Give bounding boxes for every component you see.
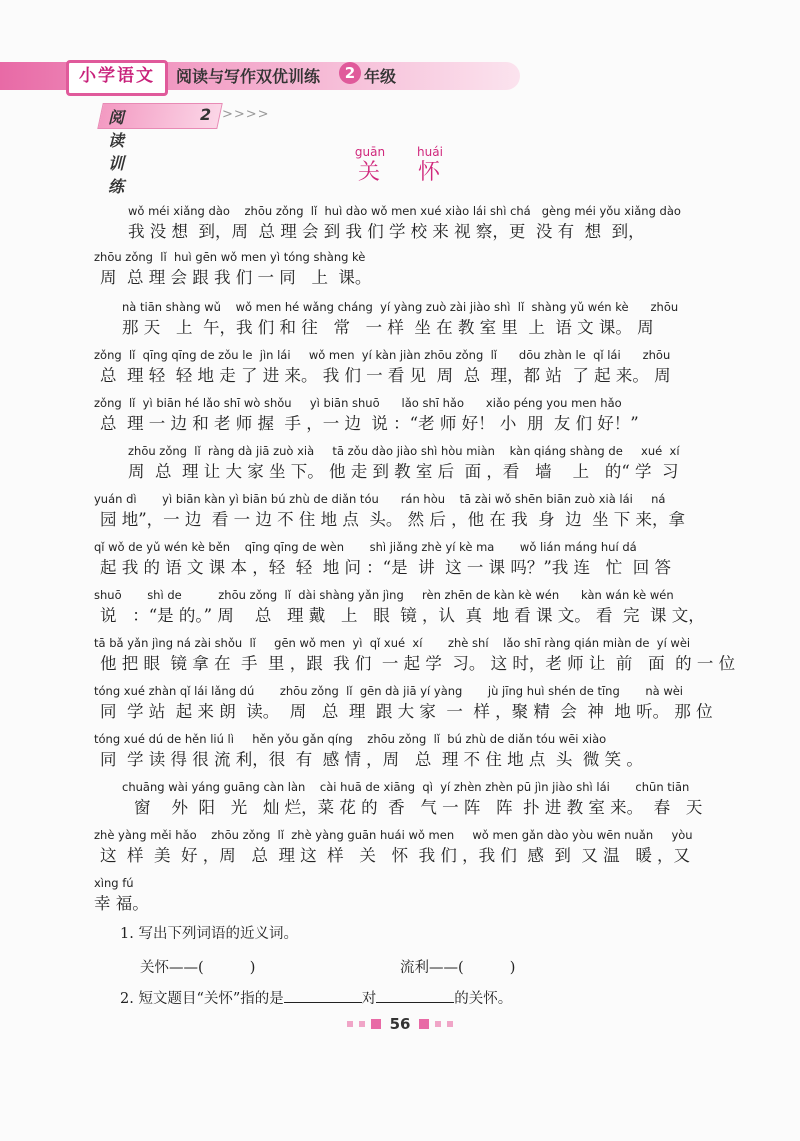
hanzi-row: 这 样 美 好 ，周 总 理 这 样 关 怀 我 们 ，我 们 感 到 又 温 暖 ，又 [100, 846, 691, 865]
pinyin-row: zhōu zǒng lǐ ràng dà jiā zuò xià tā zǒu dào jiào shì hòu miàn kàn qiáng shàng de xué xí [128, 444, 680, 458]
question-1b-answer-field[interactable]: 流利——( ) [400, 960, 516, 976]
title-pinyin-1: guān [354, 145, 386, 159]
pinyin-row: yuán dì yì biān kàn yì biān bú zhù de diǎn tóu rán hòu tā zài wǒ shēn biān zuò xià lái ná [94, 492, 666, 506]
pinyin-row: tóng xué dú de hěn liú lì hěn yǒu gǎn qíng zhōu zǒng lǐ bú zhù de diǎn tóu wēi xiào [94, 732, 607, 746]
hanzi-row: 同 学 站 起 来 朗 读。 周 总 理 跟 大 家 一 样 ，聚 精 会 神 地 听。 那 位 [100, 702, 713, 721]
footer-square [347, 1021, 353, 1027]
title-pinyin-2: huái [417, 145, 443, 159]
hanzi-row: 周 总 理 让 大 家 坐 下。 他 走 到 教 室 后 面 ，看 墙 上 的“ 学 习 [128, 462, 679, 481]
pinyin-row: tā bǎ yǎn jìng ná zài shǒu lǐ gēn wǒ men yì qǐ xué xí zhè shí lǎo shī ràng qián miàn de yí wèi [94, 636, 691, 650]
footer-square [435, 1021, 441, 1027]
pinyin-row: chuāng wài yáng guāng càn làn cài huā de xiāng qì yí zhèn zhèn pū jìn jiào shì lái chūn tiān [122, 780, 690, 794]
hanzi-row: 我 没 想 到，周 总 理 会 到 我 们 学 校 来 视 察，更 没 有 想 到， [128, 222, 645, 241]
pinyin-row: tóng xué zhàn qǐ lái lǎng dú zhōu zǒng lǐ gēn dà jiā yí yàng jù jīng huì shén de tīng nà wèi [94, 684, 683, 698]
pinyin-row: qǐ wǒ de yǔ wén kè běn qīng qīng de wèn shì jiǎng zhè yí kè ma wǒ lián máng huí dá [94, 540, 637, 554]
section-arrows: >>>> [222, 107, 270, 122]
question-2-blank-1[interactable] [284, 988, 362, 1003]
title-hanzi [0, 160, 800, 186]
footer-square [359, 1021, 365, 1027]
question-2-middle: 对 [361, 991, 377, 1007]
question-1a-answer-field[interactable]: 关怀——( ) [140, 960, 256, 976]
page-number: 56 [389, 1014, 411, 1033]
pinyin-row: shuō shì de zhōu zǒng lǐ dài shàng yǎn jìng rèn zhēn de kàn kè wén kàn wán kè wén [94, 588, 674, 602]
pinyin-row: nà tiān shàng wǔ wǒ men hé wǎng cháng yí yàng zuò zài jiào shì lǐ shàng yǔ wén kè zhōu [122, 300, 679, 314]
series-title: 阅读与写作双优训练 [176, 67, 321, 86]
hanzi-row: 总 理 一 边 和 老 师 握 手 ，一 边 说 ：“老 师 好！ 小 朋 友 们 好！” [100, 414, 639, 433]
pinyin-row: zǒng lǐ yì biān hé lǎo shī wò shǒu yì biān shuō lǎo shī hǎo xiǎo péng you men hǎo [94, 396, 622, 410]
pinyin-row: zǒng lǐ qīng qīng de zǒu le jìn lái wǒ men yí kàn jiàn zhōu zǒng lǐ dōu zhàn le qǐ lái zhōu [94, 348, 671, 362]
title-hanzi-1: 关 [357, 160, 382, 185]
footer-square [447, 1021, 453, 1027]
grade-word: 年级 [364, 67, 397, 86]
hanzi-row: 园 地”，一 边 看 一 边 不 住 地 点 头。 然 后 ，他 在 我 身 边 坐 下 来，拿 [100, 510, 686, 529]
question-1: 1. 写出下列词语的近义词。 [120, 926, 298, 942]
pinyin-row: zhōu zǒng lǐ huì gēn wǒ men yì tóng shàng kè [94, 250, 366, 264]
section-number: 2 [200, 105, 212, 124]
hanzi-row: 总 理 轻 轻 地 走 了 进 来。 我 们 一 看 见 周 总 理，都 站 了 起 来。 周 [100, 366, 671, 385]
brand-label: 小学语文 [66, 60, 168, 96]
hanzi-row: 起 我 的 语 文 课 本 ，轻 轻 地 问 ：“是 讲 这 一 课 吗？”我 连 忙 回 答 [100, 558, 671, 577]
hanzi-row: 窗 外 阳 光 灿 烂，菜 花 的 香 气 一 阵 阵 扑 进 教 室 来。 春 天 [134, 798, 703, 817]
article-title [0, 144, 800, 186]
footer-square-large [371, 1019, 381, 1029]
grade-number-badge: 2 [339, 62, 361, 84]
section-title: 阅读训练 [108, 108, 126, 196]
hanzi-row: 他 把 眼 镜 拿 在 手 里 ，跟 我 们 一 起 学 习。 这 时，老 师 让 前 面 的 一 位 [100, 654, 736, 673]
title-pinyin [0, 144, 800, 160]
hanzi-row: 幸 福。 [94, 894, 149, 913]
question-2-prefix: 2. 短文题目“关怀”指的是 [120, 991, 284, 1007]
question-2-blank-2[interactable] [376, 988, 454, 1003]
pinyin-row: xìng fú [94, 876, 134, 890]
hanzi-row: 说 ：“是 的。” 周 总 理 戴 上 眼 镜 ，认 真 地 看 课 文。 看 完 课 文， [100, 606, 705, 625]
hanzi-row: 同 学 读 得 很 流 利，很 有 感 情 ，周 总 理 不 住 地 点 头 微 笑 。 [100, 750, 643, 769]
page-header [0, 56, 800, 94]
hanzi-row: 那 天 上 午，我 们 和 往 常 一 样 坐 在 教 室 里 上 语 文 课。 周 [122, 318, 654, 337]
title-hanzi-2: 怀 [417, 160, 442, 185]
question-2 [120, 987, 512, 1008]
page-footer [0, 1013, 800, 1033]
pinyin-row: zhè yàng měi hǎo zhōu zǒng lǐ zhè yàng guān huái wǒ men wǒ men gǎn dào yòu wēn nuǎn yòu [94, 828, 693, 842]
hanzi-row: 周 总 理 会 跟 我 们 一 同 上 课。 [100, 268, 372, 287]
question-2-suffix: 的关怀。 [454, 991, 513, 1007]
pinyin-row: wǒ méi xiǎng dào zhōu zǒng lǐ huì dào wǒ men xué xiào lái shì chá gèng méi yǒu xiǎng dào [128, 204, 681, 218]
footer-square-large [419, 1019, 429, 1029]
